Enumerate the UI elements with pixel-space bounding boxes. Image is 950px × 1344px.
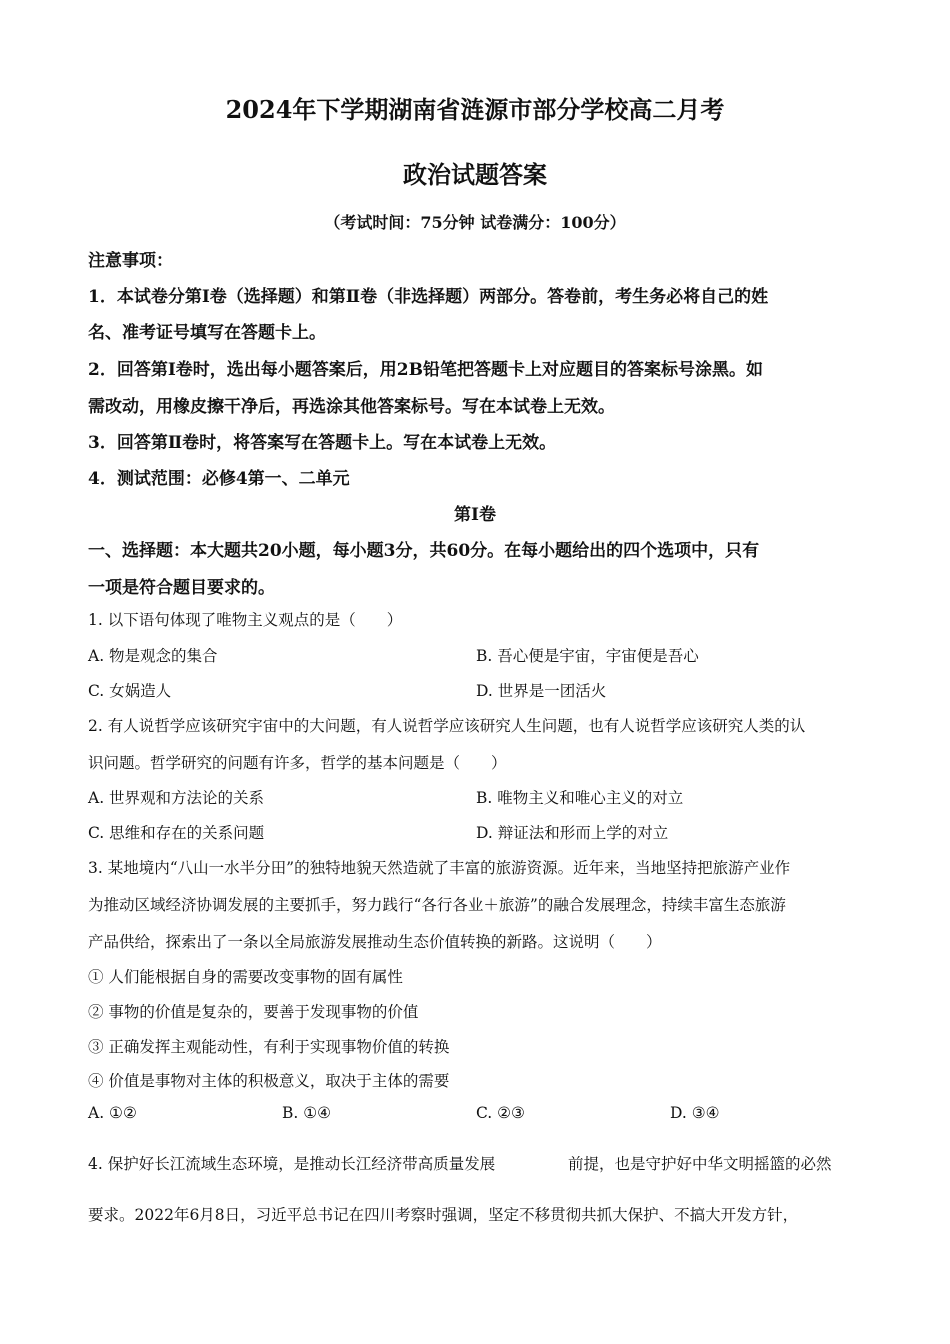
document-subtitle: 政治试题答案 bbox=[403, 160, 547, 189]
statement-1: ① 人们能根据自身的需要改变事物的固有属性 bbox=[88, 968, 403, 986]
note-line: 4．测试范围：必修4第一、二单元 bbox=[88, 469, 350, 489]
option-d: D. 世界是一团活火 bbox=[476, 682, 607, 700]
question-stem: 要求。2022年6月8日，习近平总书记在四川考察时强调，坚定不移贯彻共抓大保护、不搞大开发方针， bbox=[88, 1206, 799, 1224]
note-line: 名、准考证号填写在答题卡上。 bbox=[88, 323, 326, 343]
option-c: C. ②③ bbox=[476, 1104, 525, 1122]
question-stem: 产品供给，探索出了一条以全局旅游发展推动生态价值转换的新路。这说明（ ） bbox=[88, 933, 662, 951]
option-a: A. ①② bbox=[88, 1104, 137, 1122]
option-a: A. 世界观和方法论的关系 bbox=[88, 789, 265, 807]
section-instruction: 一、选择题：本大题共20小题，每小题3分，共60分。在每小题给出的四个选项中，只有 bbox=[88, 541, 760, 561]
note-line: 需改动，用橡皮擦干净后，再选涂其他答案标号。写在本试卷上无效。 bbox=[88, 397, 615, 417]
question-stem: 1. 以下语句体现了唯物主义观点的是（ ） bbox=[88, 611, 403, 629]
question-stem: 3. 某地境内“八山一水半分田”的独特地貌天然造就了丰富的旅游资源。近年来，当地坚持把旅游产业作 bbox=[88, 859, 791, 877]
question-stem: 4. 保护好长江流域生态环境，是推动长江经济带高质量发展 bbox=[88, 1155, 496, 1173]
statement-3: ③ 正确发挥主观能动性，有利于实现事物价值的转换 bbox=[88, 1038, 450, 1056]
statement-2: ② 事物的价值是复杂的，要善于发现事物的价值 bbox=[88, 1003, 419, 1021]
question-stem: 前提，也是守护好中华文明摇篮的必然 bbox=[568, 1155, 832, 1173]
notes-heading: 注意事项： bbox=[88, 251, 173, 271]
section-instruction: 一项是符合题目要求的。 bbox=[88, 578, 275, 598]
note-line: 3．回答第Ⅱ卷时，将答案写在答题卡上。写在本试卷上无效。 bbox=[88, 433, 557, 453]
option-c: C. 女娲造人 bbox=[88, 682, 172, 700]
option-b: B. 吾心便是宇宙，宇宙便是吾心 bbox=[476, 647, 699, 665]
document-title: 2024年下学期湖南省涟源市部分学校高二月考 bbox=[225, 95, 725, 124]
option-c: C. 思维和存在的关系问题 bbox=[88, 824, 265, 842]
exam-info: （考试时间：75分钟 试卷满分：100分） bbox=[324, 213, 626, 232]
option-d: D. ③④ bbox=[670, 1104, 720, 1122]
option-b: B. ①④ bbox=[282, 1104, 332, 1122]
statement-4: ④ 价值是事物对主体的积极意义，取决于主体的需要 bbox=[88, 1072, 450, 1090]
question-stem: 为推动区域经济协调发展的主要抓手，努力践行“各行各业＋旅游”的融合发展理念，持续丰富生态旅游 bbox=[88, 896, 786, 914]
question-stem: 识问题。哲学研究的问题有许多，哲学的基本问题是（ ） bbox=[88, 754, 507, 772]
option-b: B. 唯物主义和唯心主义的对立 bbox=[476, 789, 684, 807]
option-d: D. 辩证法和形而上学的对立 bbox=[476, 824, 669, 842]
question-stem: 2. 有人说哲学应该研究宇宙中的大问题，有人说哲学应该研究人生问题，也有人说哲学应该研究人类的认 bbox=[88, 717, 806, 735]
note-line: 1．本试卷分第Ⅰ卷（选择题）和第Ⅱ卷（非选择题）两部分。答卷前，考生务必将自己的姓 bbox=[88, 287, 769, 307]
note-line: 2．回答第Ⅰ卷时，选出每小题答案后，用2B铅笔把答题卡上对应题目的答案标号涂黑。如 bbox=[88, 360, 763, 380]
option-a: A. 物是观念的集合 bbox=[88, 647, 218, 665]
volume-label: 第Ⅰ卷 bbox=[454, 505, 496, 525]
